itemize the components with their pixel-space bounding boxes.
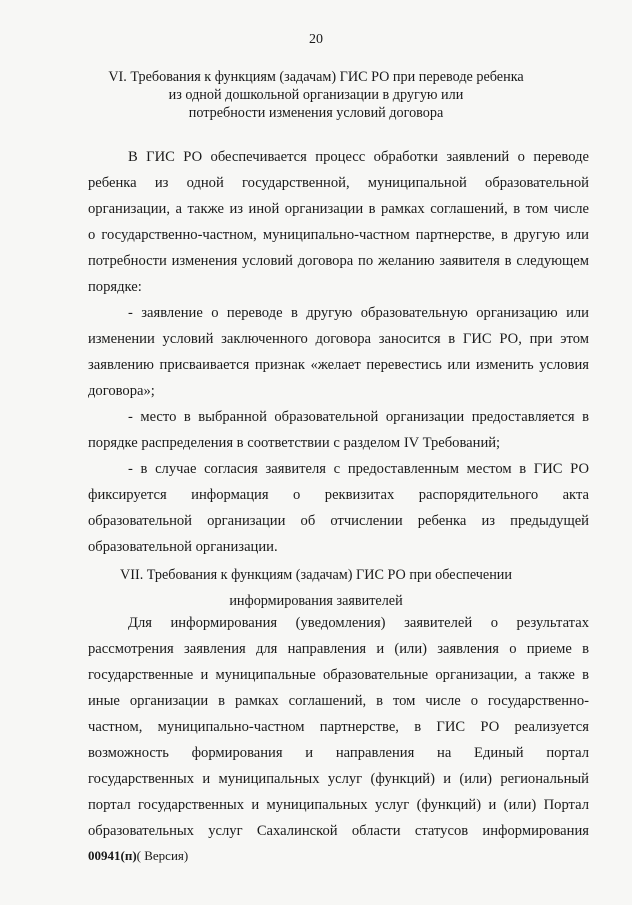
page-number: 20	[309, 32, 323, 47]
text-line: государственных и муниципальных услуг (функций) и (или) региональный	[88, 771, 589, 787]
text-line: изменении условий заключенного договора заносится в ГИС РО, при этом	[88, 331, 589, 347]
text-line: порядке:	[88, 279, 142, 295]
text-line: государственные и муниципальные образовательные организации, а также в	[88, 667, 589, 683]
text-line: договора»;	[88, 383, 155, 399]
text-line: ребенка из одной государственной, муниципальной образовательной	[88, 175, 589, 191]
text-line: порядке распределения в соответствии с разделом IV Требований;	[88, 435, 501, 451]
section-7-heading	[100, 562, 532, 614]
text-line: образовательных услуг Сахалинской области статусов информирования	[88, 823, 589, 839]
text-line: заявлению присваивается признак «желает перевестись или изменить условия	[88, 357, 589, 373]
heading-line: информирования заявителей	[229, 593, 403, 609]
text-line: - в случае согласия заявителя с предоставленным местом в ГИС РО	[128, 461, 589, 477]
heading-line: потребности изменения условий договора	[188, 105, 444, 121]
text-line: В ГИС РО обеспечивается процесс обработки заявлений о переводе	[128, 149, 589, 165]
text-line: иные организации в рамках соглашений, в том числе о государственно-	[88, 693, 589, 709]
text-line: возможность формирования и направления на Единый портал	[88, 745, 589, 761]
text-line: фиксируется информация о реквизитах распорядительного акта	[88, 487, 589, 503]
text-line: - заявление о переводе в другую образовательную организацию или	[128, 305, 589, 321]
text-line: образовательной организации.	[88, 539, 278, 555]
text-line: частном, муниципально-частном партнерстве, в ГИС РО реализуется	[88, 719, 589, 735]
heading-line: VI. Требования к функциям (задачам) ГИС РО при переводе ребенка	[108, 69, 524, 85]
document-code: 00941(п)	[88, 848, 137, 863]
text-line: рассмотрения заявления для направления и (или) заявления о приеме в	[88, 641, 589, 657]
text-line: образовательной организации об отчислении ребенка из предыдущей	[88, 513, 589, 529]
section-6-heading	[100, 68, 532, 122]
text-line: потребности изменения условий договора по желанию заявителя в следующем	[88, 253, 589, 269]
text-line: организации, а также из иной организации в рамках соглашений, в том числе	[88, 201, 589, 217]
heading-line: из одной дошкольной организации в другую или	[168, 87, 464, 103]
document-version: ( Версия)	[136, 848, 189, 863]
text-line: о государственно-частном, муниципально-частном партнерстве, в другую или	[88, 227, 589, 243]
text-line: - место в выбранной образовательной организации предоставляется в	[128, 409, 589, 425]
text-line: портал государственных и муниципальных услуг (функций) и (или) Портал	[88, 797, 589, 813]
document-footer	[88, 848, 188, 864]
heading-line: VII. Требования к функциям (задачам) ГИС РО при обеспечении	[120, 567, 512, 583]
text-line: Для информирования (уведомления) заявителей о результатах	[128, 615, 589, 631]
